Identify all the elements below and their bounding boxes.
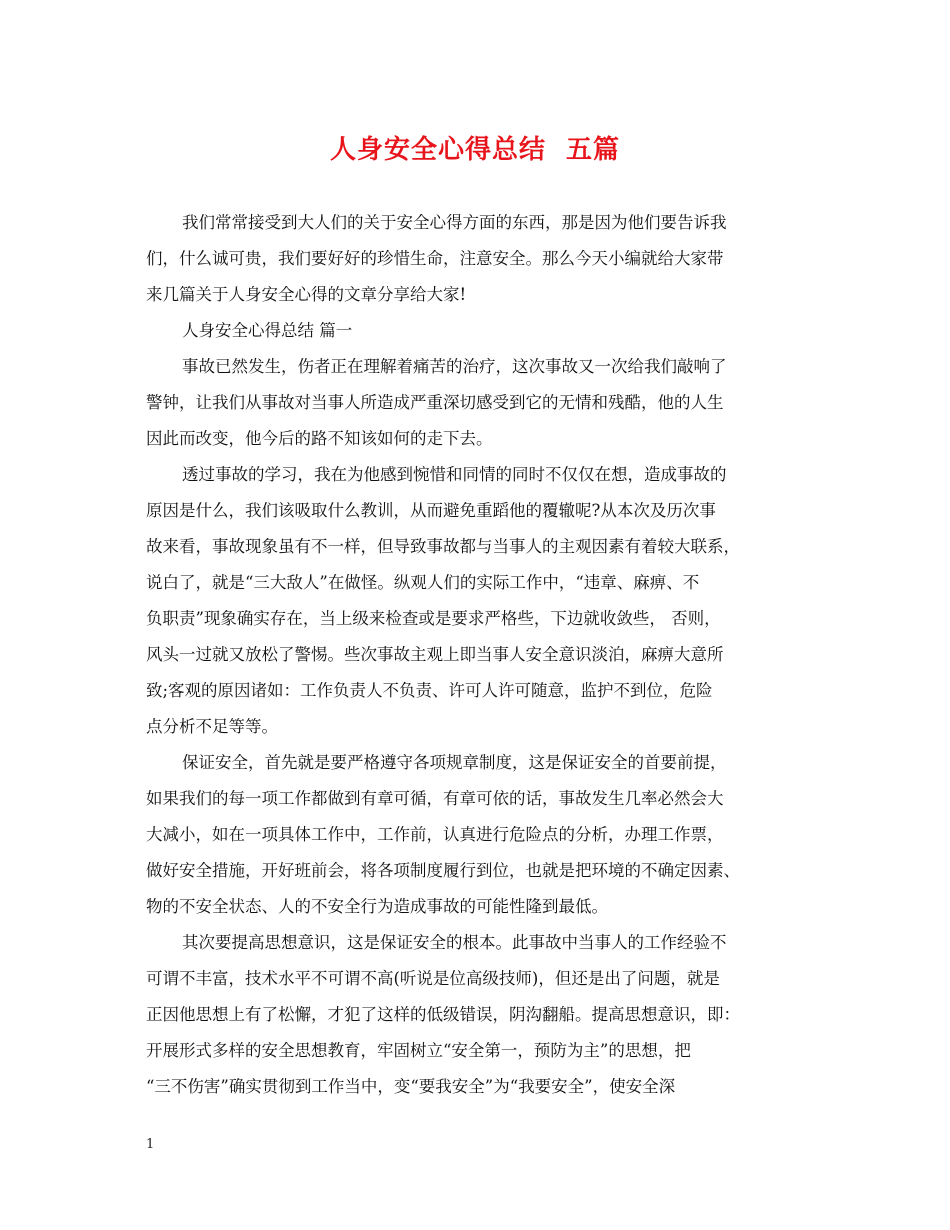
body-line: 开展形式多样的安全思想教育，牢固树立“安全第一，预防为主”的思想，把 xyxy=(146,1041,691,1060)
body-line: 透过事故的学习，我在为他感到惋惜和同情的同时不仅仅在想，造成事故的 xyxy=(182,465,727,484)
document-body xyxy=(146,205,806,1105)
body-line: 说白了，就是“三大敌人”在做怪。纵观人们的实际工作中，“违章、麻痹、不 xyxy=(146,573,700,592)
body-line: 风头一过就又放松了警惕。些次事故主观上即当事人安全意识淡泊，麻痹大意所 xyxy=(146,645,724,664)
body-line: 点分析不足等等。 xyxy=(146,717,278,736)
body-line: 故来看，事故现象虽有不一样，但导致事故都与当事人的主观因素有着较大联系， xyxy=(146,537,740,556)
body-line: 来几篇关于人身安全心得的文章分享给大家! xyxy=(146,285,467,304)
body-line: 物的不安全状态、人的不安全行为造成事故的可能性隆到最低。 xyxy=(146,897,608,916)
body-line: 原因是什么，我们该吸取什么教训，从而避免重蹈他的覆辙呢?从本次及历次事 xyxy=(146,501,716,520)
body-line: 可谓不丰富，技术水平不可谓不高(听说是位高级技师)，但还是出了问题，就是 xyxy=(146,969,720,988)
body-line: 们，什么诚可贵，我们要好好的珍惜生命，注意安全。那么今天小编就给大家带 xyxy=(146,249,724,268)
document-title: 人身安全心得总结 五篇 xyxy=(329,135,621,165)
body-line: 大减小，如在一项具体工作中，工作前，认真进行危险点的分析，办理工作票， xyxy=(146,825,724,844)
body-line: 保证安全，首先就是要严格遵守各项规章制度，这是保证安全的首要前提， xyxy=(182,753,727,772)
body-line: 事故已然发生，伤者正在理解着痛苦的治疗，这次事故又一次给我们敲响了 xyxy=(182,357,727,376)
body-line: 其次要提高思想意识，这是保证安全的根本。此事故中当事人的工作经验不 xyxy=(182,933,727,952)
body-line: 致;客观的原因诸如：工作负责人不负责、许可人许可随意，监护不到位，危险 xyxy=(146,681,713,700)
section-heading: 人身安全心得总结 篇一 xyxy=(182,321,353,340)
body-line: 我们常常接受到大人们的关于安全心得方面的东西，那是因为他们要告诉我 xyxy=(182,213,727,232)
body-line: 正因他思想上有了松懈，才犯了这样的低级错误，阴沟翻船。提高思想意识，即： xyxy=(146,1005,740,1024)
body-line: 如果我们的每一项工作都做到有章可循，有章可依的话，事故发生几率必然会大 xyxy=(146,789,724,808)
body-line: 做好安全措施，开好班前会，将各项制度履行到位，也就是把环境的不确定因素、 xyxy=(146,861,740,880)
page-number: 1 xyxy=(146,1137,155,1152)
body-line: 负职责”现象确实存在，当上级来检查或是要求严格些，下边就收敛些， 否则， xyxy=(146,609,721,628)
body-line: 警钟，让我们从事故对当事人所造成严重深切感受到它的无情和残酷，他的人生 xyxy=(146,393,724,412)
body-line: 因此而改变，他今后的路不知该如何的走下去。 xyxy=(146,429,493,448)
body-line: “三不伤害”确实贯彻到工作当中，变“要我安全”为“我要安全”，使安全深 xyxy=(146,1077,676,1096)
